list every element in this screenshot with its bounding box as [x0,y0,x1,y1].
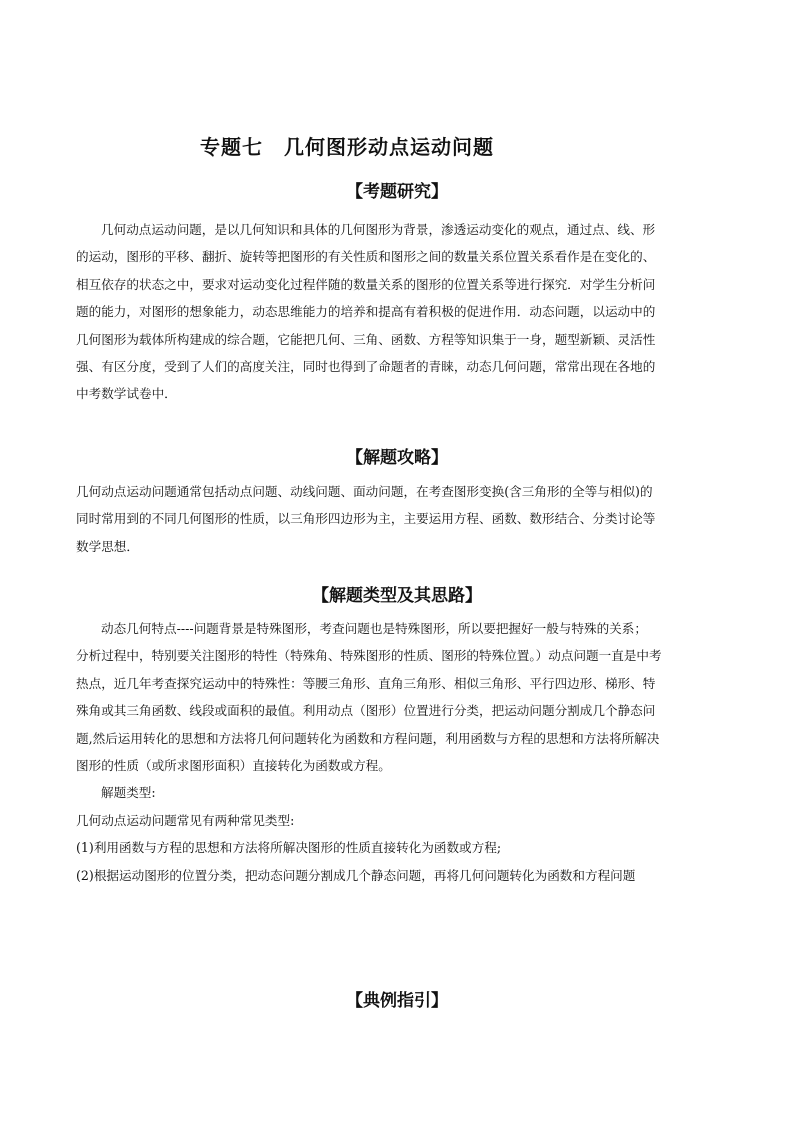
types-intro: 几何动点运动问题常见有两种常见类型: [76,812,295,828]
section-heading-research: 【考题研究】 [346,182,448,202]
text-line: 动态几何特点----问题背景是特殊图形，考查问题也是特殊图形，所以要把握好一般与特殊的关系； [101,621,647,636]
text-line: 殊角或其三角函数、线段或面积的最值。利用动点（图形）位置进行分类，把运动问题分割成几个静态问 [76,703,656,719]
text-line: 几何动点运动问题通常包括动点问题、动线问题、面动问题，在考查图形变换(含三角形的全等与相似)的 [76,484,653,499]
section-heading-strategy: 【解题攻略】 [346,448,448,468]
text-line: 的运动，图形的平移、翻折、旋转等把图形的有关性质和图形之间的数量关系位置关系看作是在变化的、 [76,249,656,265]
section-heading-types: 【解题类型及其思路】 [312,586,482,606]
text-line: 相互依存的状态之中，要求对运动变化过程伴随的数量关系的图形的位置关系等进行探究．对学生分析问 [76,276,656,292]
text-line: 图形的性质（或所求图形面积）直接转化为函数或方程。 [76,758,391,774]
paragraph-strategy [76,478,720,560]
text-line: 强、有区分度，受到了人们的高度关注，同时也得到了命题者的青睐，动态几何问题，常常出现在各地的 [76,359,656,375]
section-heading-examples: 【典例指引】 [346,991,448,1011]
text-line: 中考数学试卷中． [76,386,177,402]
text-line: 几何动点运动问题，是以几何知识和具体的几何图形为背景，渗透运动变化的观点，通过点、线、形 [101,222,656,237]
page-title: 专题七 几何图形动点运动问题 [200,135,494,159]
text-line: 热点，近几年考查探究运动中的特殊性：等腰三角形、直角三角形、相似三角形、平行四边形、梯形、特 [76,675,656,691]
paragraph-types [76,615,720,889]
text-line: 题,然后运用转化的思想和方法将几何问题转化为函数和方程问题，利用函数与方程的思想和方法将所解决 [76,730,660,746]
text-line: 同时常用到的不同几何图形的性质，以三角形四边形为主，主要运用方程、函数、数形结合、分类讨论等 [76,511,656,527]
text-line: 题的能力，对图形的想象能力，动态思维能力的培养和提高有着积极的促进作用．动态问题，以运动中的 [76,304,656,320]
text-line: 分析过程中，特别要关注图形的特性（特殊角、特殊图形的性质、图形的特殊位置。）动点问题一直是中考 [76,648,662,664]
text-line: 几何图形为载体所构建成的综合题，它能把几何、三角、函数、方程等知识集于一身，题型新颖、灵活性 [76,331,656,347]
paragraph-research [76,216,720,408]
types-item-1: (1)利用函数与方程的思想和方法将所解决图形的性质直接转化为函数或方程; [76,840,502,856]
types-subheading: 解题类型: [101,785,156,801]
types-item-2: (2)根据运动图形的位置分类，把动态问题分割成几个静态问题，再将几何问题转化为函数和方程问题 [76,867,636,883]
text-line: 数学思想． [76,538,139,554]
